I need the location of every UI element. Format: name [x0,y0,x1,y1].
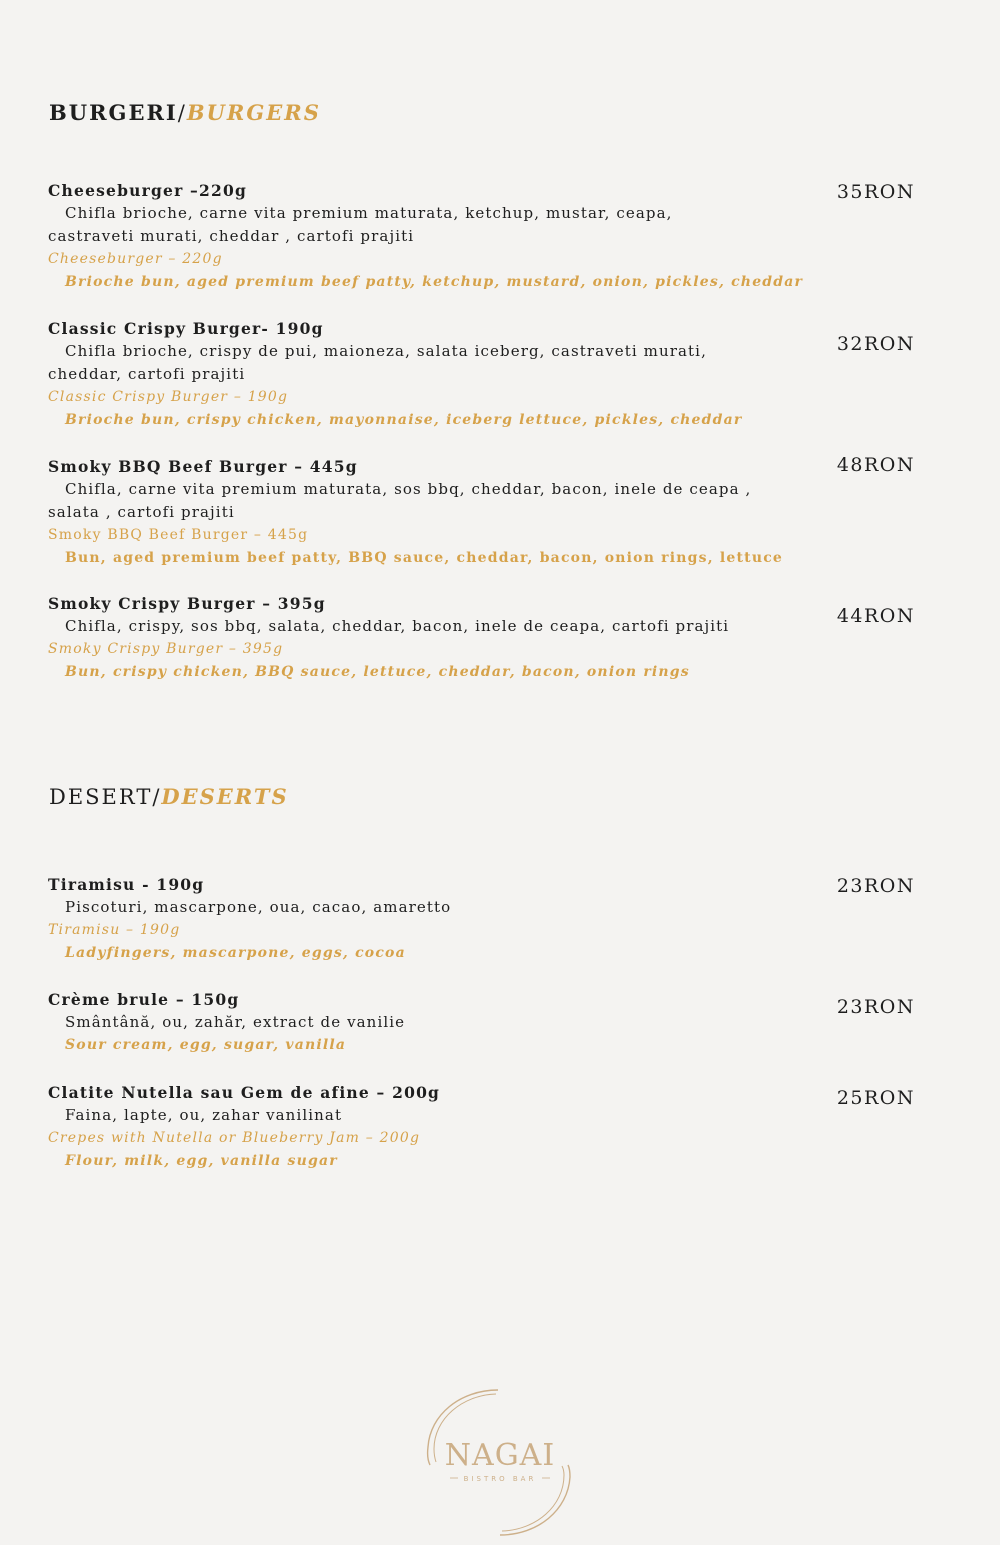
item-price: 48RON [836,454,915,476]
nagai-logo [420,1385,580,1540]
item-name-en: Tiramisu – 190g [48,922,181,938]
item-description-en: Bun, crispy chicken, BBQ sauce, lettuce, cheddar, bacon, onion rings [65,664,690,680]
item-name-en: Crepes with Nutella or Blueberry Jam – 200g [48,1130,421,1146]
item-name: Clatite Nutella sau Gem de afine – 200g [48,1083,441,1102]
item-name-en: Cheeseburger – 220g [48,251,223,267]
item-description: Smântână, ou, zahăr, extract de vanilie [65,1013,406,1031]
item-price: 23RON [836,875,915,897]
section-title-ro: BURGERI [49,100,178,125]
item-description-en: Flour, milk, egg, vanilla sugar [65,1153,338,1169]
section-title-burgers [49,100,321,125]
item-name: Crème brule – 150g [48,990,240,1009]
item-description-en: Brioche bun, crispy chicken, mayonnaise, iceberg lettuce, pickles, cheddar [65,412,743,428]
item-price: 44RON [836,605,915,627]
item-name-en: Smoky Crispy Burger – 395g [48,641,284,657]
logo-name: NAGAI [444,1438,556,1473]
item-description-en: Sour cream, egg, sugar, vanilla [65,1037,347,1053]
item-name-en: Smoky BBQ Beef Burger – 445g [48,527,309,543]
section-title-en: BURGERS [186,100,321,125]
logo-tagline: BISTRO BAR [463,1475,537,1483]
item-description-en: Bun, aged premium beef patty, BBQ sauce, cheddar, bacon, onion rings, lettuce [65,550,784,566]
item-description: Chifla, crispy, sos bbq, salata, cheddar, bacon, inele de ceapa, cartofi prajiti [65,617,730,635]
item-name: Smoky Crispy Burger – 395g [48,594,326,613]
item-name: Tiramisu - 190g [48,875,205,894]
section-title-desserts [49,784,289,809]
item-price: 35RON [836,181,915,203]
section-title-separator: / [152,785,162,809]
item-description: Piscoturi, mascarpone, oua, cacao, amaretto [65,898,452,916]
item-description: Chifla brioche, crispy de pui, maioneza, salata iceberg, castraveti murati, cheddar, cartofi prajiti [48,342,707,383]
item-description-en: Ladyfingers, mascarpone, eggs, cocoa [65,945,406,961]
item-description: Chifla, carne vita premium maturata, sos bbq, cheddar, bacon, inele de ceapa , salata , cartofi prajiti [48,480,752,521]
item-description-en: Brioche bun, aged premium beef patty, ketchup, mustard, onion, pickles, cheddar [65,274,804,290]
item-name: Classic Crispy Burger- 190g [48,319,324,338]
item-price: 25RON [836,1087,915,1109]
item-name: Cheeseburger –220g [48,181,247,200]
item-price: 32RON [836,333,915,355]
item-name-en: Classic Crispy Burger – 190g [48,389,289,405]
item-price: 23RON [836,996,915,1018]
section-title-en: DESERTS [161,784,289,809]
item-description: Faina, lapte, ou, zahar vanilinat [65,1106,343,1124]
section-title-ro: DESERT [49,785,153,809]
item-name: Smoky BBQ Beef Burger – 445g [48,457,358,476]
item-description: Chifla brioche, carne vita premium maturata, ketchup, mustar, ceapa, castraveti murati, cheddar , cartofi prajiti [48,204,673,245]
section-title-separator: / [177,101,187,125]
